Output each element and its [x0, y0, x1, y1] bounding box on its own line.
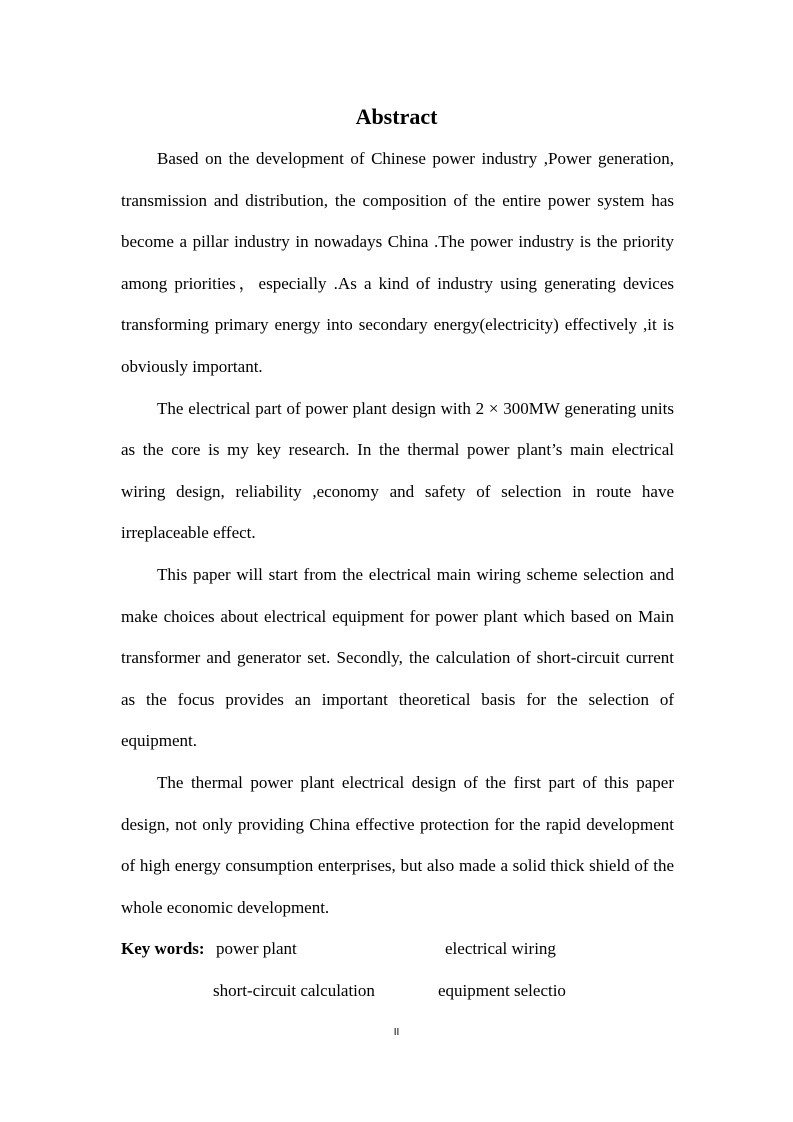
keyword-power-plant: power plant [216, 939, 297, 958]
abstract-paragraph-1: Based on the development of Chinese power industry ,Power generation, transmission and distribution, the composition of the entire power system has become a pillar industry in nowadays China .The power industry is the priority among priorities，especially .As a kind of industry using generating devices transforming primary energy into secondary energy(electricity) effectively ,it is obviously important. [121, 149, 674, 376]
page-number: II [393, 1027, 400, 1038]
abstract-paragraph-2: The electrical part of power plant design with 2 × 300MW generating units as the core is my key research. In the thermal power plant’s main electrical wiring design, reliability ,economy and safety of selection in route have irreplaceable effect. [121, 398, 674, 543]
abstract-paragraph-3: This paper will start from the electrical main wiring scheme selection and make choices about electrical equipment for power plant which based on Main transformer and generator set. Secondly, the calculation of short-circuit current as the focus provides an important theoretical basis for the selection of equipment. [121, 564, 674, 751]
abstract-body [121, 138, 674, 928]
keyword-equipment-selection: equipment selectio [438, 981, 566, 1000]
keyword-electrical-wiring: electrical wiring [445, 939, 556, 958]
keywords-label: Key words: [121, 939, 205, 958]
abstract-paragraph-4: The thermal power plant electrical design of the first part of this paper design, not only providing China effective protection for the rapid development of high energy consumption enterprises, but also made a solid thick shield of the whole economic development. [121, 772, 674, 917]
abstract-title: Abstract [355, 104, 438, 129]
keyword-short-circuit-calculation: short-circuit calculation [213, 981, 375, 1000]
keywords-section [121, 928, 674, 1012]
